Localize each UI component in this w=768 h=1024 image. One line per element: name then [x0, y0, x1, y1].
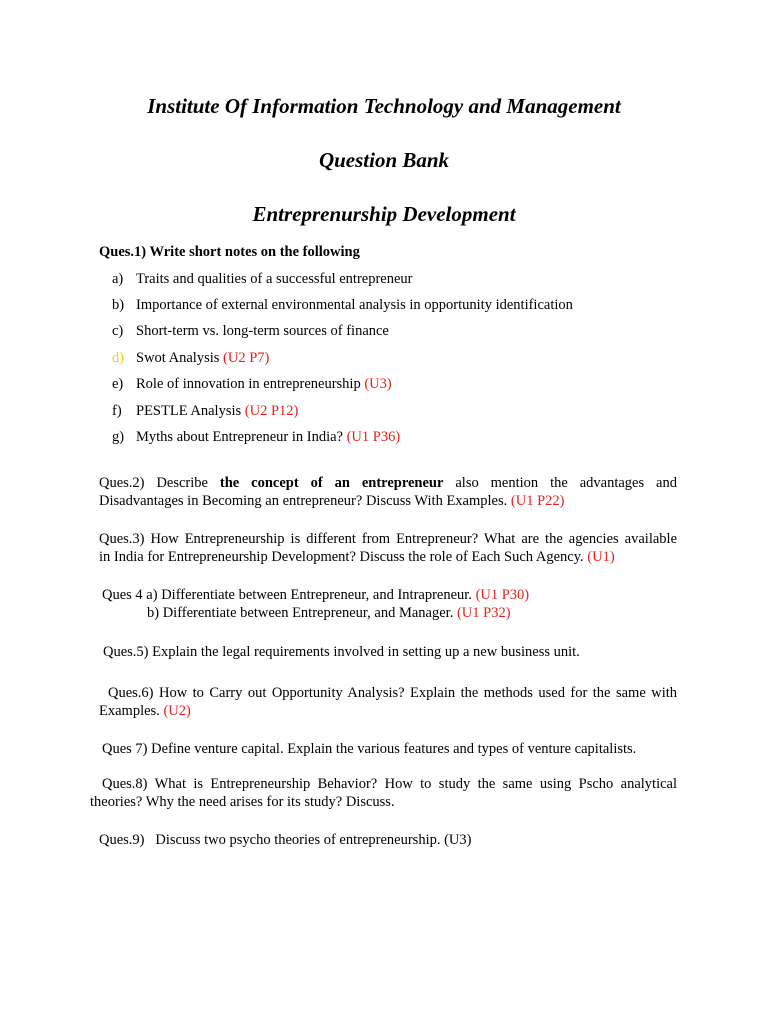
q2-line-1	[99, 474, 677, 492]
q8-line-2: theories? Why the need arises for its study? Discuss.	[90, 794, 395, 810]
unit-reference: (U1)	[587, 549, 615, 565]
q4-text-2: b) Differentiate between Entrepreneur, and Manager.	[147, 605, 454, 621]
q2-text: Disadvantages in Becoming an entrepreneur? Discuss With Examples.	[99, 493, 508, 509]
unit-reference: (U2 P12)	[244, 403, 299, 419]
q3-text-2: in India for Entrepreneurship Development? Discuss the role of Each Such Agency.	[99, 549, 584, 565]
q3-line-1	[99, 530, 677, 548]
q1-item-e	[112, 375, 392, 393]
q6-line-1	[108, 684, 677, 702]
q1-item-d	[112, 349, 269, 367]
q2-label: Ques.2)	[99, 475, 145, 491]
list-item-text: Traits and qualities of a successful entrepreneur	[136, 271, 413, 287]
q5-line: Ques.5) Explain the legal requirements involved in setting up a new business unit.	[103, 644, 580, 660]
q2-emphasis: the concept of an entrepreneur	[219, 475, 444, 491]
q8-line-1	[102, 775, 677, 793]
list-marker: c)	[112, 323, 124, 339]
q6-line-2	[99, 702, 191, 720]
unit-reference: (U3)	[364, 376, 392, 392]
list-marker: e)	[112, 376, 124, 392]
q6-text-2: Examples.	[99, 703, 160, 719]
list-item-text: Short-term vs. long-term sources of finance	[136, 323, 389, 339]
unit-reference: (U2 P7)	[223, 350, 270, 366]
q2-line-2	[99, 492, 564, 510]
unit-reference: (U2)	[163, 703, 191, 719]
unit-reference: (U1 P32)	[456, 605, 511, 621]
q6-text: Ques.6) How to Carry out Opportunity Analysis? Explain the methods used for the same with	[108, 685, 677, 701]
list-marker: b)	[112, 297, 125, 313]
q4-line-1	[102, 586, 529, 604]
q7-line: Ques 7) Define venture capital. Explain the various features and types of venture capitalists.	[102, 741, 637, 757]
q3-text: Ques.3) How Entrepreneurship is different from Entrepreneur? What are the agencies available	[99, 531, 677, 547]
list-item-text: Myths about Entrepreneur in India?	[136, 429, 343, 445]
list-marker: f)	[112, 403, 122, 419]
q1-item-f	[112, 402, 298, 420]
q1-item-b	[112, 296, 573, 314]
q4-line-2	[147, 604, 511, 622]
list-item-text: PESTLE Analysis	[136, 403, 242, 419]
q8-text: Ques.8) What is Entrepreneurship Behavior? How to study the same using Pscho analytical	[102, 776, 677, 792]
institute-title: Institute Of Information Technology and Management	[147, 94, 621, 118]
unit-reference: (U1 P22)	[510, 493, 565, 509]
q2-verb: Describe	[156, 475, 208, 491]
list-marker: g)	[112, 429, 125, 445]
unit-reference: (U1 P36)	[346, 429, 401, 445]
q1-item-g	[112, 428, 400, 446]
q1-item-c	[112, 322, 389, 340]
list-marker: d)	[112, 350, 125, 366]
q1-item-a	[112, 270, 413, 288]
list-item-text: Swot Analysis	[136, 350, 220, 366]
document-subtitle: Question Bank	[318, 148, 450, 172]
unit-reference: (U1 P30)	[475, 587, 530, 603]
course-title: Entreprenurship Development	[252, 202, 516, 226]
list-item-text: Role of innovation in entrepreneurship	[136, 376, 361, 392]
q1-title: Ques.1) Write short notes on the following	[99, 244, 360, 260]
q4-text: Ques 4 a) Differentiate between Entrepreneur, and Intrapreneur.	[102, 587, 472, 603]
q9-line: Ques.9) Discuss two psycho theories of entrepreneurship. (U3)	[99, 832, 472, 848]
q3-line-2	[99, 548, 615, 566]
list-item-text: Importance of external environmental analysis in opportunity identification	[136, 297, 573, 313]
list-marker: a)	[112, 271, 124, 287]
q2-rest: also mention the advantages and	[455, 475, 677, 491]
